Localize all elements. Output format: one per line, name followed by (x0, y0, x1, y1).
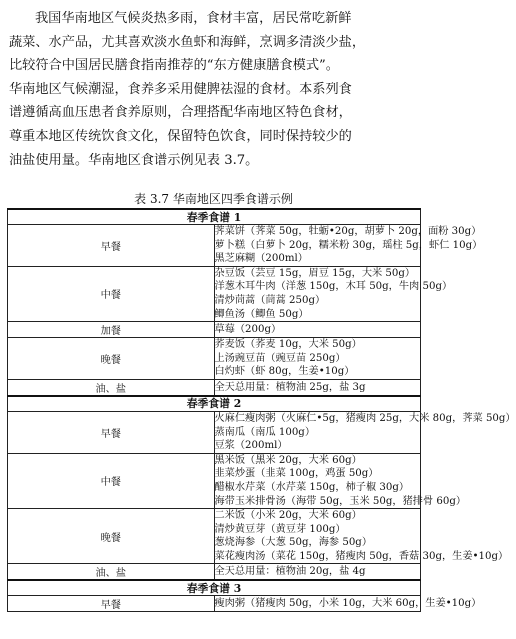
paragraph-line: 蔬菜、水产品，尤其喜欢淡水鱼虾和海鲜，烹调多清淡少盐， (9, 34, 366, 50)
food-item: 清炒茼蒿（茼蒿 250g） (214, 294, 326, 306)
meal-label: 早餐 (8, 596, 215, 612)
food-item: 海带玉米排骨汤（海带 50g，玉米 50g，猪排骨 60g） (214, 495, 467, 507)
table-row (8, 225, 421, 267)
intro-paragraph (9, 7, 421, 172)
paragraph-line: 尊重本地区传统饮食文化，保留特色饮食，同时保持较少的 (9, 128, 352, 144)
paragraph-line: 谱遵循高血压患者食养原则，合理搭配华南地区特色食材， (9, 105, 352, 121)
meal-label: 油、盐 (8, 564, 215, 581)
food-item: 草莓（200g） (214, 323, 282, 335)
table-row (8, 338, 421, 380)
meal-items (214, 564, 421, 581)
paragraph-line: 华南地区气候潮湿，食养多采用健脾祛湿的食材。本系列食 (9, 81, 352, 97)
food-item: 全天总用量：植物油 25g，盐 3g (214, 381, 366, 393)
table-row (8, 411, 421, 453)
meal-label: 晚餐 (8, 338, 215, 380)
table-row (8, 453, 421, 508)
food-item: 葱烧海参（大葱 50g，海参 50g） (214, 537, 373, 549)
meal-label: 中餐 (8, 453, 215, 508)
food-item: 杂豆饭（芸豆 15g，眉豆 15g，大米 50g） (214, 267, 416, 279)
food-item: 荞麦饭（荞麦 10g，大米 50g） (214, 339, 362, 351)
food-item: 瘦肉粥（猪瘦肉 50g，小米 10g，大米 60g，生姜•10g） (214, 598, 482, 610)
meal-label: 早餐 (8, 225, 215, 267)
food-item: 醋椒水芹菜（水芹菜 150g，柿子椒 30g） (214, 481, 410, 493)
food-item: 白灼虾（虾 80g，生姜•10g） (214, 366, 355, 378)
paragraph-line: 我国华南地区气候炎热多雨，食材丰富，居民常吃新鲜 (35, 11, 352, 26)
meal-label: 加餐 (8, 322, 215, 338)
food-item: 韭菜炒蛋（韭菜 100g，鸡蛋 50g） (214, 468, 379, 480)
meal-items (214, 411, 516, 453)
meal-items (214, 225, 483, 267)
meal-items (214, 338, 421, 380)
meal-items (214, 266, 453, 321)
section-header (8, 209, 421, 225)
meal-items (214, 596, 482, 612)
section-title: 春季食谱 1 (8, 209, 421, 225)
food-item: 全天总用量：植物油 20g，盐 4g (214, 566, 366, 578)
food-item: 萝卜糕（白萝卜 20g，糯米粉 30g，瑶柱 5g，虾仁 10g） (214, 239, 483, 251)
meal-items (214, 509, 509, 564)
section-title: 春季食谱 3 (8, 580, 421, 596)
food-item: 豆浆（200ml） (214, 440, 288, 452)
paragraph-line: 比较符合中国居民膳食指南推荐的“东方健康膳食模式”。 (9, 58, 339, 74)
meal-label: 晚餐 (8, 509, 215, 564)
food-item: 荠菜饼（荠菜 50g，牡蛎•20g，胡萝卜 20g，面粉 30g） (214, 226, 482, 237)
food-item: 二米饭（小米 20g，大米 60g） (214, 510, 362, 522)
meal-items (214, 379, 421, 396)
meal-label: 中餐 (8, 266, 215, 321)
meal-label: 早餐 (8, 411, 215, 453)
table-row (8, 379, 421, 396)
food-item: 上汤豌豆苗（豌豆苗 250g） (214, 352, 346, 364)
table-row (8, 596, 421, 612)
section-header (8, 580, 421, 596)
food-item: 鲫鱼汤（鲫鱼 50g） (214, 308, 309, 320)
section-title: 春季食谱 2 (8, 396, 421, 412)
table-row (8, 509, 421, 564)
food-item: 黑芝麻糊（200ml） (214, 253, 308, 265)
food-item: 黑米饭（黑米 20g，大米 60g） (214, 454, 362, 466)
table-caption: 表 3.7 华南地区四季食谱示例 (134, 192, 293, 206)
food-item: 菜花瘦肉汤（菜花 150g，猪瘦肉 50g，香菇 30g，生姜•10g） (214, 550, 509, 562)
meal-items (214, 322, 421, 338)
table-row (8, 322, 421, 338)
menu-table (7, 208, 516, 612)
meal-label: 油、盐 (8, 379, 215, 396)
food-item: 洋葱木耳牛肉（洋葱 150g，木耳 50g，牛肉 50g） (214, 281, 453, 293)
table-row (8, 266, 421, 321)
food-item: 清炒黄豆芽（黄豆芽 100g） (214, 523, 346, 535)
food-item: 蒸南瓜（南瓜 100g） (214, 426, 316, 438)
table-row (8, 564, 421, 581)
food-item: 火麻仁瘦肉粥（火麻仁•5g，猪瘦肉 25g，大米 80g，荠菜 50g） (214, 412, 516, 424)
section-header (8, 396, 421, 412)
meal-items (214, 453, 467, 508)
paragraph-line: 油盐使用量。华南地区食谱示例见表 3.7。 (9, 152, 259, 168)
